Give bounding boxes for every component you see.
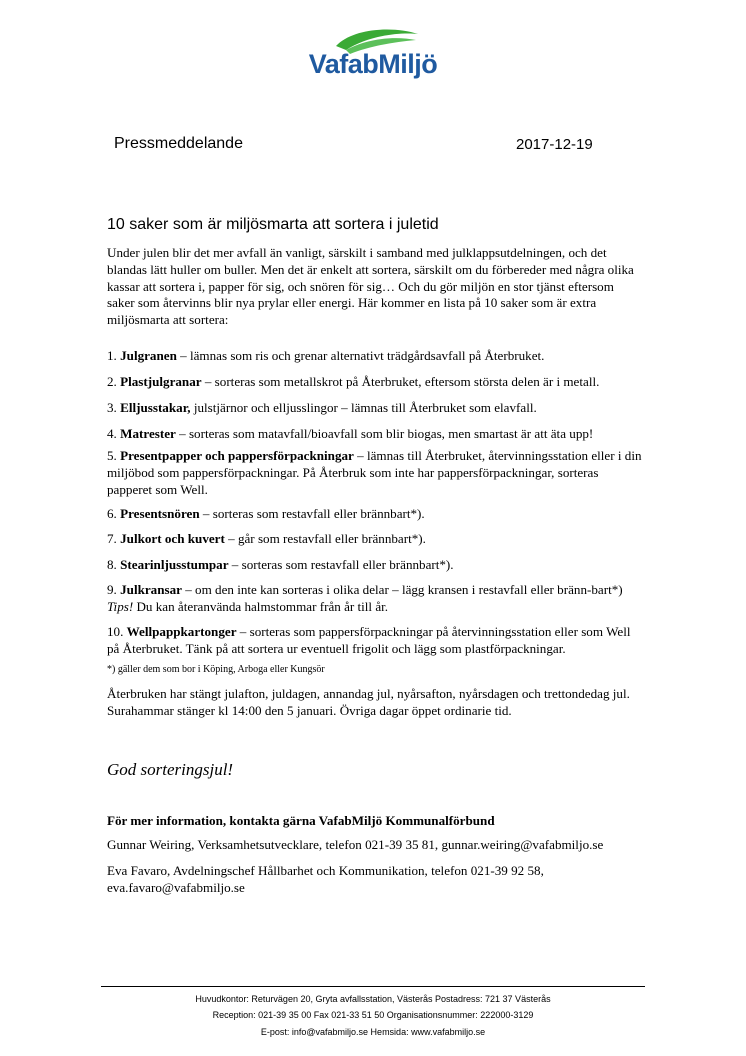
opening-hours-paragraph: Återbruken har stängt julafton, juldagen, annandag jul, nyårsafton, nyårsdagen och trettondedag jul. Surahammar stänger kl 14:00 den 5 januari. Övriga dagar öppet ordinarie tid. [107, 686, 630, 718]
footer-divider [101, 986, 645, 987]
contact-person-2: Eva Favaro, Avdelningschef Hållbarhet och Kommunikation, telefon 021-39 92 58, eva.favaro@vafabmiljo.se [107, 863, 544, 895]
footnote: *) gäller dem som bor i Köping, Arboga eller Kungsör [107, 664, 325, 675]
list-item: 9. Julkransar – om den inte kan sorteras i olika delar – lägg kransen i restavfall eller bränn-bart*) Tips! Du kan återanvända halmstommar från år till år. [107, 582, 623, 614]
contact-heading: För mer information, kontakta gärna VafabMiljö Kommunalförbund [107, 813, 495, 828]
intro-paragraph: Under julen blir det mer avfall än vanligt, särskilt i samband med julklappsutdelningen, och det blandas lätt huller om buller. Men det är enkelt att sortera, särskilt om du förbereder med några olika kassar att sortera i, papper för sig, och snören för sig… Och du gör miljön en stor tjänst eftersom saker som återvinns blir nya prylar eller energi. Här kommer en lista på 10 saker som är extra miljösmarta att sortera: [107, 245, 634, 328]
contact-person-1: Gunnar Weiring, Verksamhetsutvecklare, telefon 021-39 35 81, gunnar.weiring@vafabmiljo.se [107, 837, 604, 852]
document-type: Pressmeddelande [114, 135, 243, 152]
list-item: 8. Stearinljusstumpar – sorteras som restavfall eller brännbart*). [107, 557, 454, 572]
press-date: 2017-12-19 [516, 136, 593, 153]
footer-phone: Reception: 021-39 35 00 Fax 021-33 51 50 Organisationsnummer: 222000-3129 [212, 1010, 534, 1020]
footer-email: E-post: info@vafabmiljo.se Hemsida: www.vafabmiljo.se [260, 1027, 486, 1037]
list-item: 2. Plastjulgranar – sorteras som metallskrot på Återbruket, eftersom största delen är i metall. [107, 374, 600, 389]
logo-text: VafabMiljö [308, 49, 438, 79]
list-item: 5. Presentpapper och pappersförpackningar – lämnas till Återbruket, återvinningsstation eller i din miljöbod som pappersförpackningar. På Återbruk som inte har pappersförpackningar, sorteras papperet som Well. [107, 448, 642, 497]
list-item: 3. Elljusstakar, julstjärnor och elljusslingor – lämnas till Återbruket som elavfall. [107, 400, 537, 415]
list-item: 4. Matrester – sorteras som matavfall/bioavfall som blir biogas, men smartast är att äta upp! [107, 426, 594, 441]
footer-address: Huvudkontor: Returvägen 20, Gryta avfallsstation, Västerås Postadress: 721 37 Västerås [195, 994, 551, 1004]
list-item: 10. Wellpappkartonger – sorteras som pappersförpackningar på återvinningsstation eller som Well på Återbruket. Tänk på att sortera ur eventuell frigolit och lägg som plastförpackningar. [107, 624, 631, 656]
list-item: 1. Julgranen – lämnas som ris och grenar alternativt trädgårdsavfall på Återbruket. [107, 348, 545, 363]
closing-greeting: God sorteringsjul! [107, 760, 234, 779]
page-title: 10 saker som är miljösmarta att sortera i juletid [107, 216, 439, 233]
list-item: 7. Julkort och kuvert – går som restavfall eller brännbart*). [107, 531, 426, 546]
list-item: 6. Presentsnören – sorteras som restavfall eller brännbart*). [107, 506, 425, 521]
